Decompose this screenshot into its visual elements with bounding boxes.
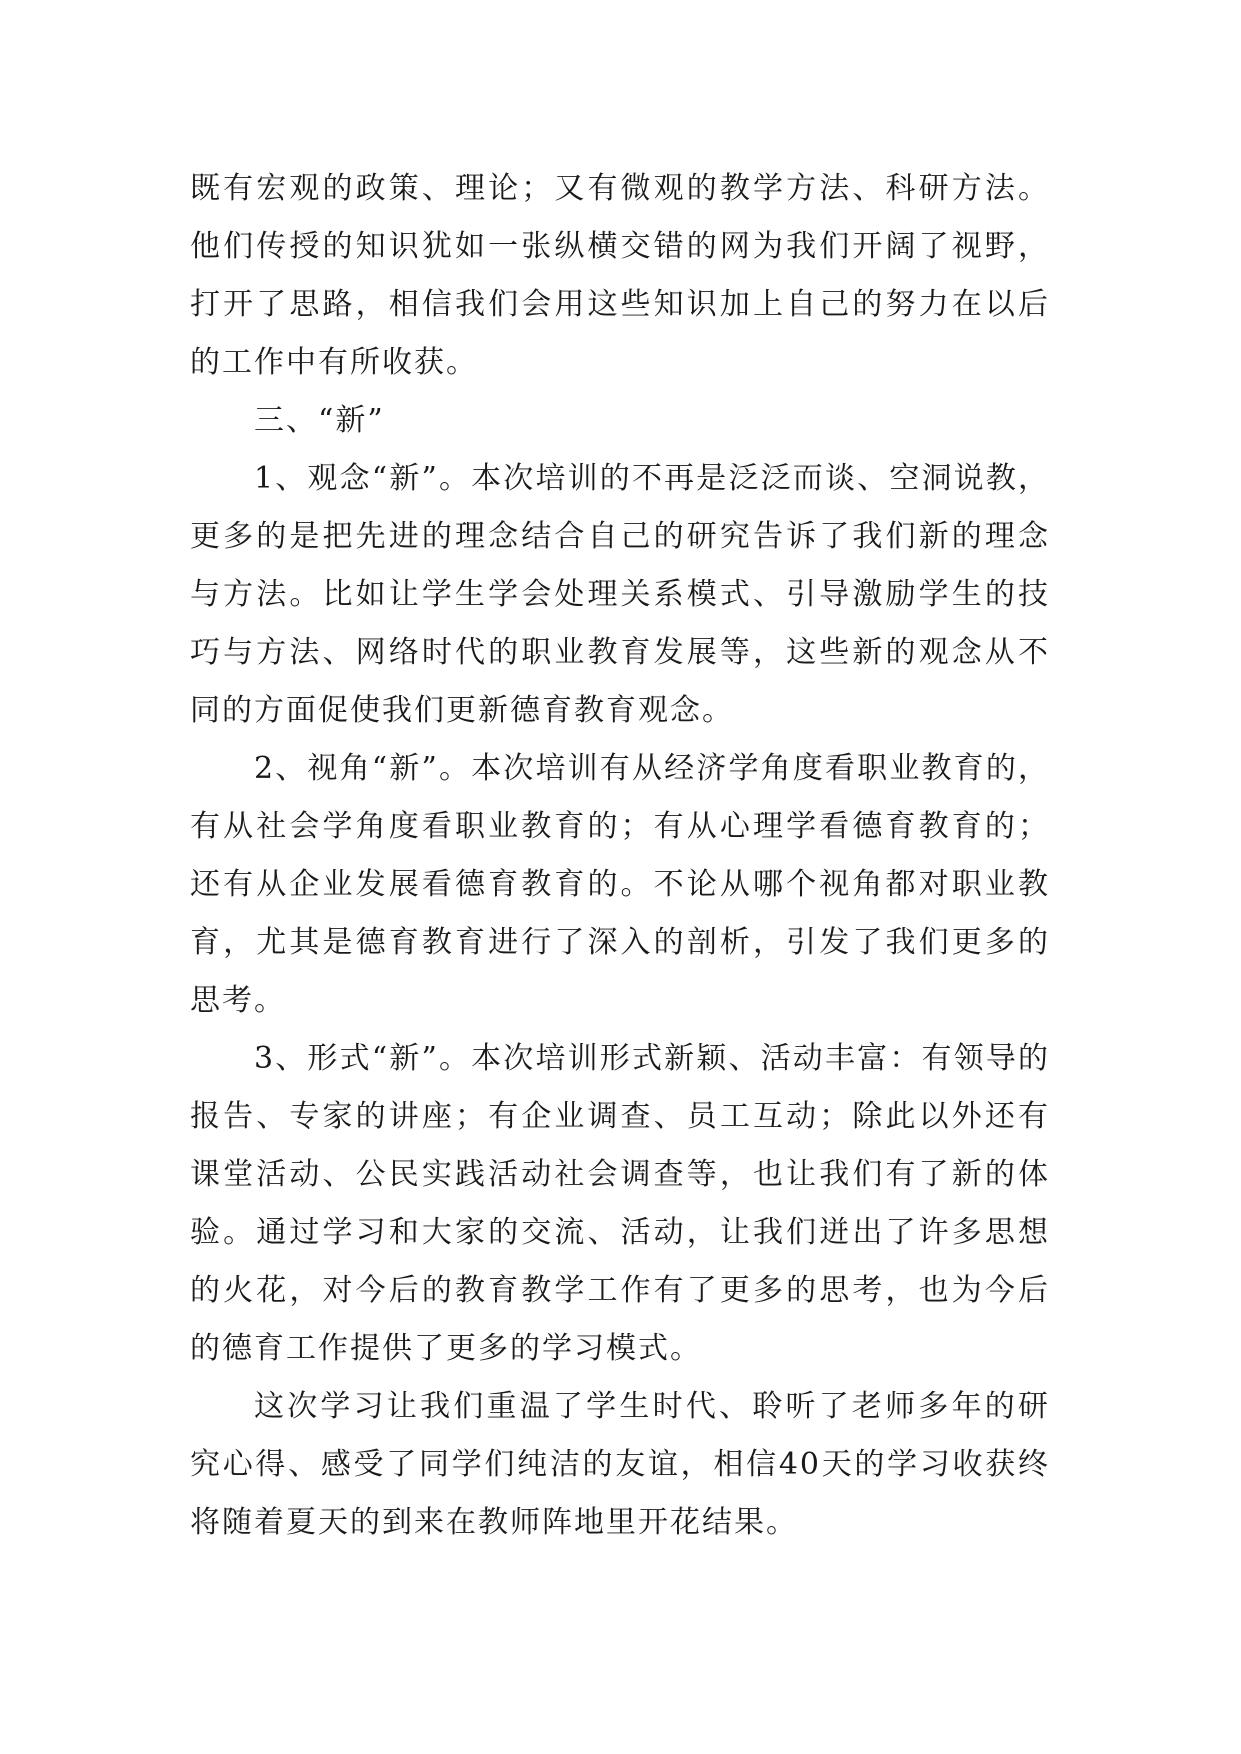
document-body: [190, 160, 1050, 1552]
paragraph-concept-new: 1、观念“新”。本次培训的不再是泛泛而谈、空洞说教，更多的是把先进的理念结合自己的研究告诉了我们新的理念与方法。比如让学生学会处理关系模式、引导激励学生的技巧与方法、网络时代的职业教育发展等，这些新的观念从不同的方面促使我们更新德育教育观念。: [190, 461, 1050, 728]
paragraph-form-new: 3、形式“新”。本次培训形式新颖、活动丰富：有领导的报告、专家的讲座；有企业调查、员工互动；除此以外还有课堂活动、公民实践活动社会调查等，也让我们有了新的体验。通过学习和大家的交流、活动，让我们迸出了许多思想的火花，对今后的教育教学工作有了更多的思考，也为今后的德育工作提供了更多的学习模式。: [190, 1041, 1050, 1366]
paragraph-conclusion: 这次学习让我们重温了学生时代、聆听了老师多年的研究心得、感受了同学们纯洁的友谊，相信40天的学习收获终将随着夏天的到来在教师阵地里开花结果。: [190, 1389, 1050, 1540]
section-heading-new: 三、“新”: [254, 403, 385, 438]
paragraph-perspective-new: 2、视角“新”。本次培训有从经济学角度看职业教育的，有从社会学角度看职业教育的；有从心理学看德育教育的；还有从企业发展看德育教育的。不论从哪个视角都对职业教育，尤其是德育教育进行了深入的剖析，引发了我们更多的思考。: [190, 751, 1050, 1018]
paragraph-continuation: 既有宏观的政策、理论；又有微观的教学方法、科研方法。他们传授的知识犹如一张纵横交错的网为我们开阔了视野，打开了思路，相信我们会用这些知识加上自己的努力在以后的工作中有所收获。: [190, 171, 1050, 380]
